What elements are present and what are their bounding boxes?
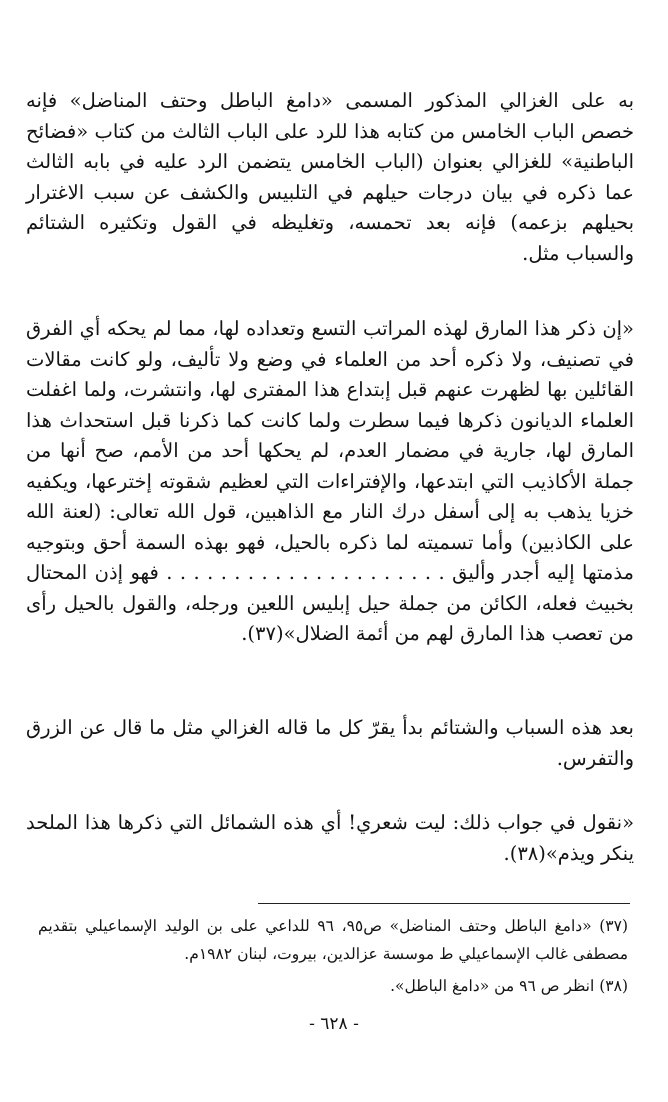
paragraph-3: بعد هذه السباب والشتائم بدأ يقرّ كل ما قاله الغزالي مثل ما قال عن الزرق والتفرس. bbox=[26, 716, 634, 770]
page-number: - ٦٢٨ - bbox=[309, 1014, 359, 1034]
footnote-38: (٣٨) انظر ص ٩٦ من «دامغ الباطل». bbox=[390, 977, 628, 995]
paragraph-quote-2: «نقول في جواب ذلك: ليت شعري! أي هذه الشمائل التي ذكرها هذا الملحد ينكر ويذم»(٣٨). bbox=[26, 811, 634, 865]
footnote-37: (٣٧) «دامغ الباطل وحتف المناضل» ص٩٥، ٩٦ للداعي على بن الوليد الإسماعيلي بتقديم مصطفى غالب الإسماعيلي ط موسسة عزالدين، بيروت، لبنان ١٩٨٢م. bbox=[38, 917, 629, 963]
footnote-divider bbox=[258, 903, 630, 904]
paragraph-1: به على الغزالي المذكور المسمى «دامغ الباطل وحتف المناضل» فإنه خصص الباب الخامس من كتابه هذا للرد على الباب الثالث من كتاب «فضائح الباطنية» للغزالي بعنوان (الباب الخامس يتضمن الرد عليه في بابه الثالث عما ذكره في بيان درجات حيلهم في التلبيس والكشف عن سبب الاغترار بحيلهم بزعمه) فإنه بعد تحمسه، وتغليظه في القول وتكثيره الشتائم والسباب مثل. bbox=[26, 89, 634, 265]
paragraph-quote-1: «إن ذكر هذا المارق لهذه المراتب التسع وتعداده لها، مما لم يحكه أي الفرق في تصنيف، ولا ذكره أحد من العلماء في وضع ولا تأليف، ولو كانت مقالات القائلين بها لظهرت عنهم قبل إبتداع هذا المفترى لها، وانتشرت، ولما اغفلت العلماء الديانون ذكرها فيما سطرت ولما كانت كما ذكرنا قبل استحداث هذا المارق لها، جارية في مضمار العدم، لم يحكها أحد من الأمم، صح أنها من جملة الأكاذيب التي ابتدعها، والإفتراءات التي لعظيم شقوته إخترعها، ويكفيه خزيا يذهب به إلى أسفل درك النار مع الذاهبين، قول الله تعالى: (لعنة الله على الكاذبين) وأما تسميته لما ذكره بالحيل، فهو بهذه السمة أحق وبتوجيه مذمتها إليه أجدر وأليق . . . . . . . . . . . . . . . . . . . . . فهو إذن المحتال بخبيث فعله، الكائن من جملة حيل إبليس اللعين ورجله، والقول بالحيل رأى من تعصب هذا المارق لهم من أئمة الضلال»(٣٧). bbox=[26, 317, 634, 645]
